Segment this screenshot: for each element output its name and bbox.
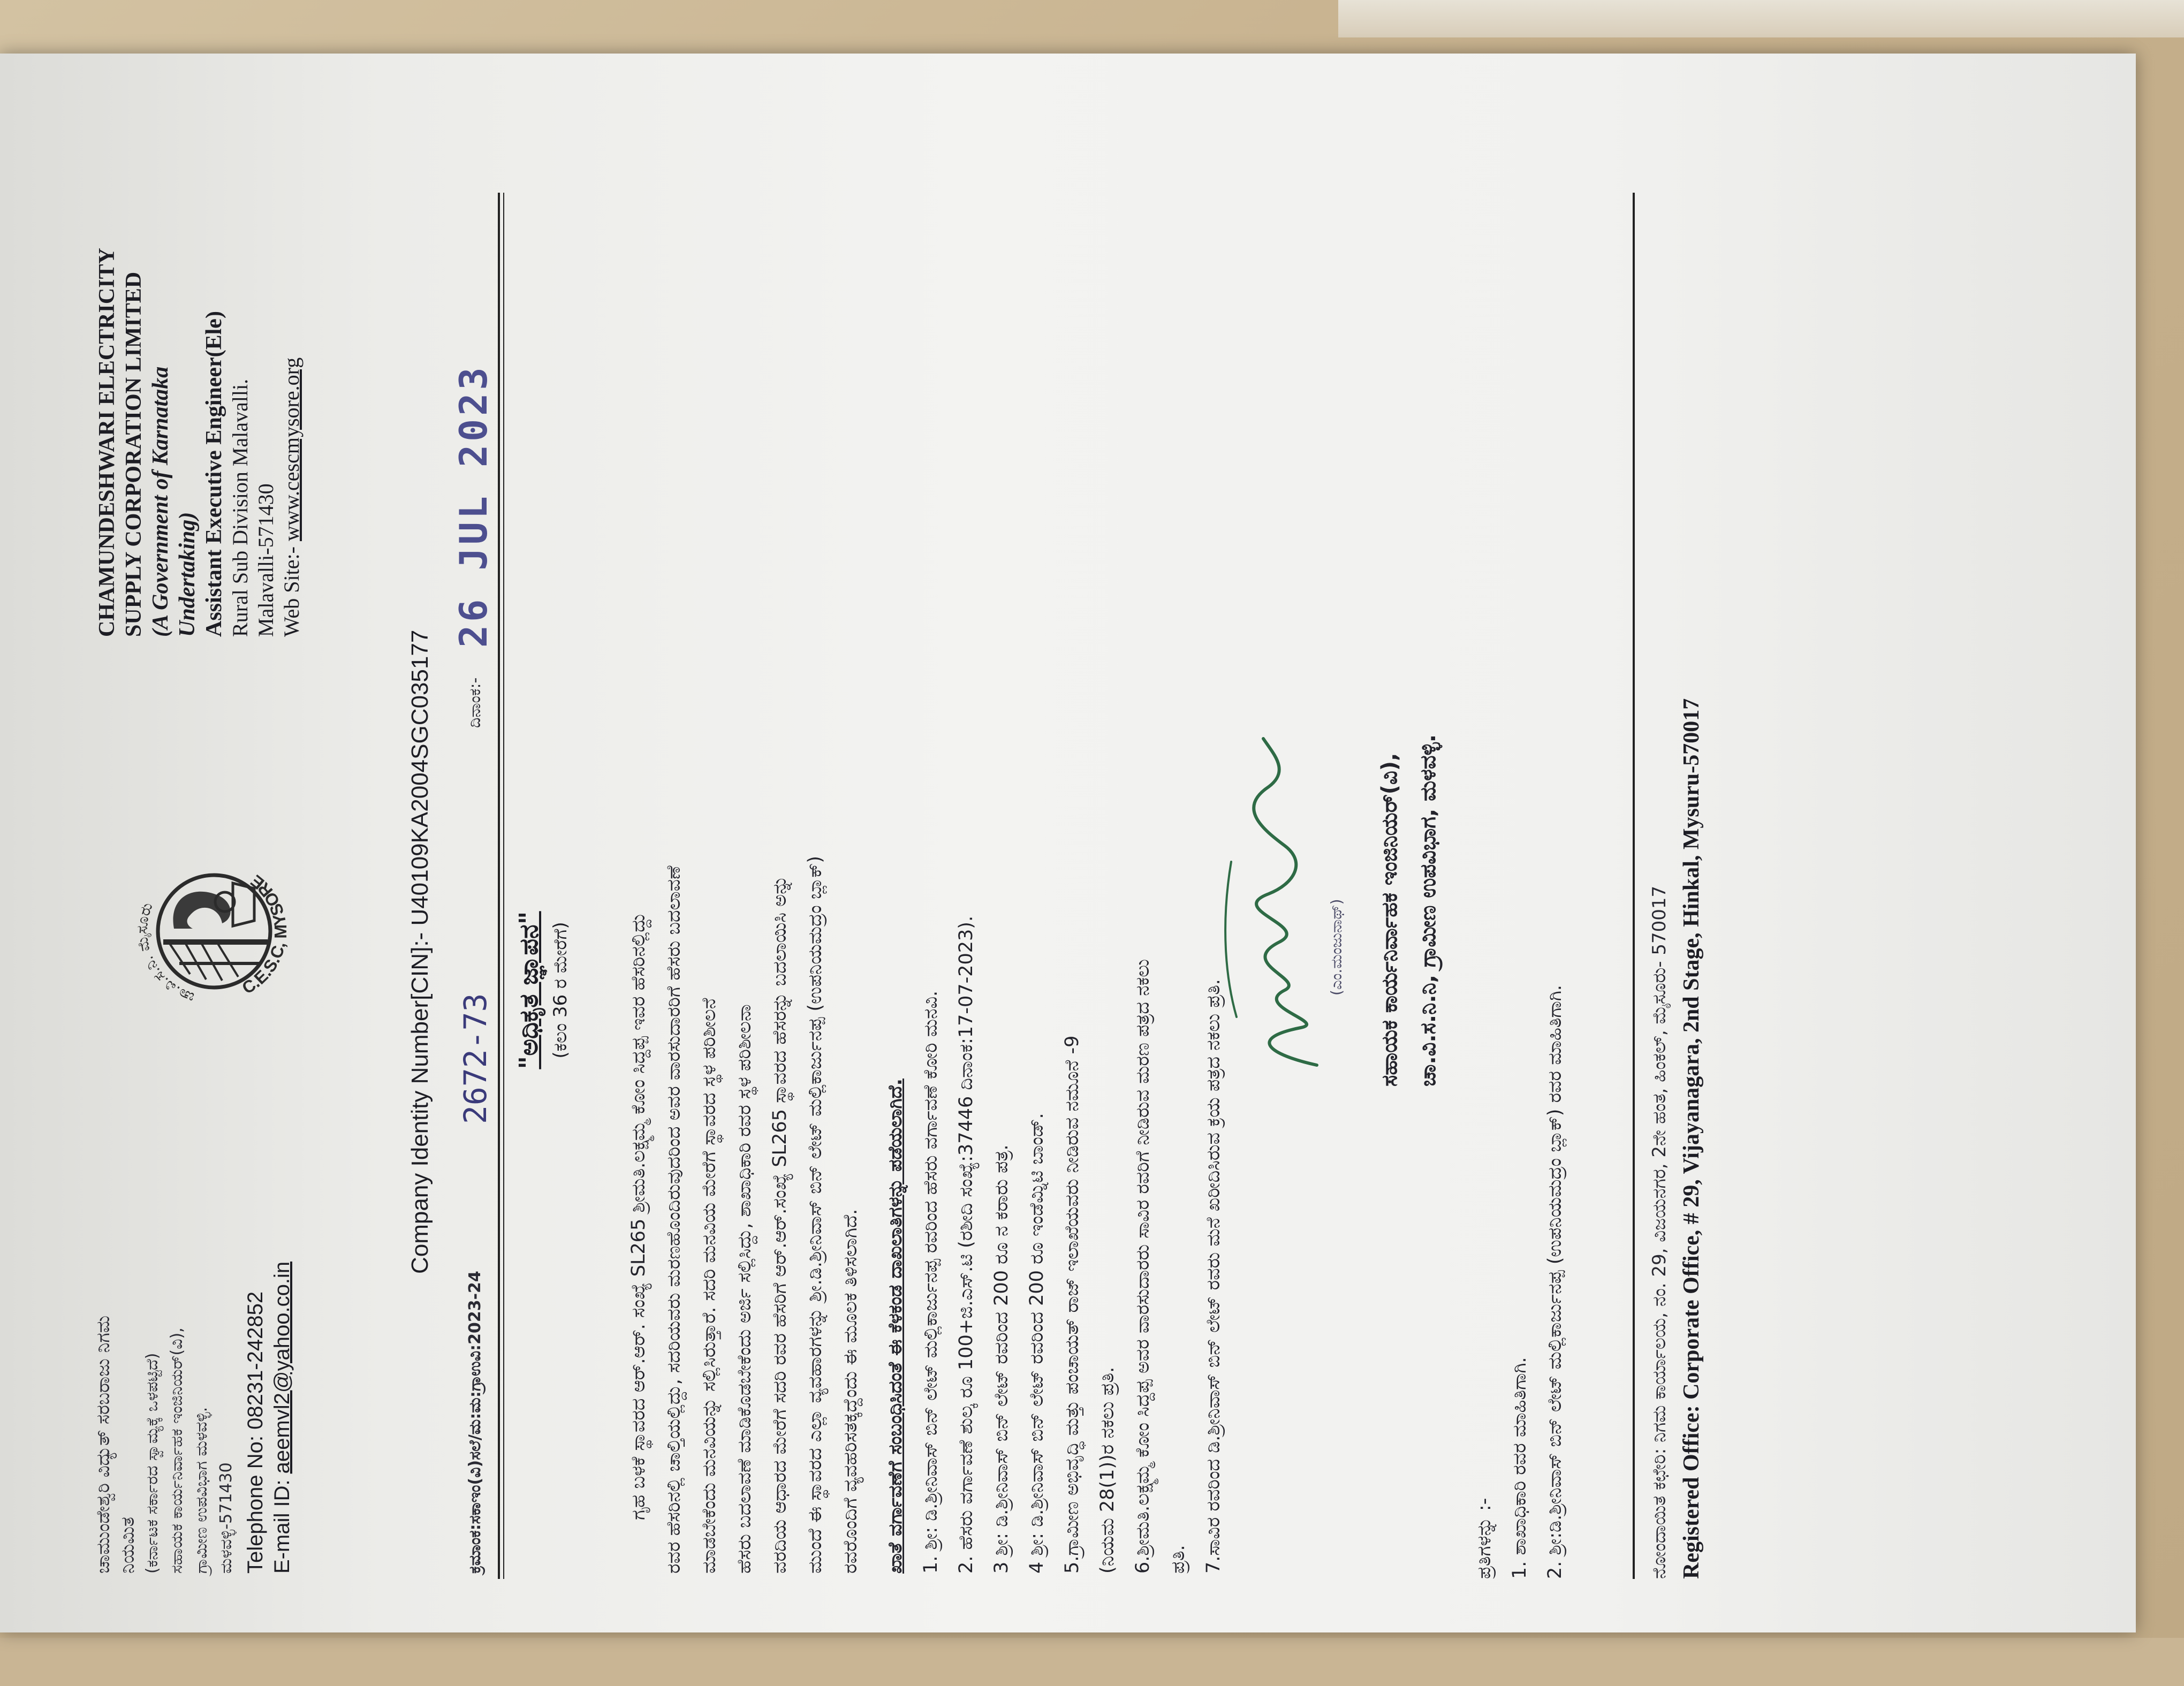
pincode-line: Malavalli-571430 xyxy=(254,483,278,637)
website-url: www.cescmysore.org xyxy=(279,357,304,542)
reference-prefix: ಕ್ರಮಾಂಕ:ಸಕಾಇಂ(ವಿ)ಸಲೆ/ಮ:ಮ:ಗ್ರಾಉವಿ:2023-24 xyxy=(466,1271,484,1574)
company-name-line2: SUPPLY CORPORATION LIMITED xyxy=(122,271,146,637)
signature-block xyxy=(1204,712,1365,1087)
rotated-letter xyxy=(0,107,2136,1686)
list-item: (ನಿಯಮ 28(1))ರ ನಕಲು ಪ್ರತಿ. xyxy=(1097,1366,1118,1574)
handwritten-signature-icon xyxy=(1204,712,1344,1087)
memo-subtitle: (ಕಲಂ 36 ರ ಮೇರೆಗೆ) xyxy=(550,922,571,1059)
logo-emblem-icon xyxy=(99,840,324,1022)
email-line xyxy=(269,1262,295,1574)
list-item: 2. ಹೆಸರು ವರ್ಗಾವಣೆ ಶುಲ್ಕ ರೂ 100+ಜಿ.ಎಸ್.ಟಿ (ರಶೀದಿ ಸಂಖ್ಯೆ:37446 ದಿನಾಂಕ:17-07-2023). xyxy=(956,915,977,1574)
website-prefix: Web Site:- xyxy=(279,541,304,637)
body-line-6: ಮುಂದೆ ಈ ಸ್ಥಾವರದ ಎಲ್ಲಾ ವ್ಯವಹಾರಗಳನ್ನು ಶ್ರೀ.ಡಿ.ಶ್ರೀನಿವಾಸ್ ಬಿನ್ ಲೇಟ್ ಮಲ್ಲಿಕಾರ್ಜುನಪ್ಪ (ಉಪನಿಯಮದ್ರಂ ಬ್ಲಾಕ್) xyxy=(805,855,826,1574)
body-line-2: ರವರ ಹೆಸರಿನಲ್ಲಿ ಚಾಲ್ತಿಯಲ್ಲಿದ್ದು, ಸದರಿಯವರು ಮರಣಹೊಂದಿರುವುದರಿಂದ ಅವರ ವಾರಸುದಾರರಿಗೆ ಹೆಸರು ಬದಲಾವಣೆ xyxy=(663,865,685,1574)
list-item: 3 ಶ್ರೀ: ಡಿ.ಶ್ರೀನಿವಾಸ್ ಬಿನ್ ಲೇಟ್ ರವರಿಂದ 200 ರೂ ನ ಕರಾರು ಪತ್ರ. xyxy=(991,1144,1012,1574)
sub-division: Rural Sub Division Malavalli. xyxy=(228,378,252,637)
footer-en: Registered Office: Corporate Office, # 29, Vijayanagara, 2nd Stage, Hinkal, Mysuru-570017 xyxy=(1679,698,1704,1579)
body-line-4: ಹೆಸರು ಬದಲಾವಣೆ ಮಾಡಿಕೊಡಬೇಕೆಂದು ಅರ್ಜಿ ಸಲ್ಲಿಸಿದ್ದು, ಶಾಖಾಧಿಕಾರಿ ರವರ ಸ್ಥಳ ಪರಿಶೀಲನಾ xyxy=(734,1004,755,1574)
copies-section xyxy=(1467,985,1573,1579)
footer-kn: ನೋಂದಾಯಿತ ಕಛೇರಿ: ನಿಗಮ ಕಾರ್ಯಾಲಯ, ನಂ. 29, ವಿಜಯನಗರ, 2ನೇ ಹಂತ, ಹಿಂಕಲ್, ಮೈಸೂರು- 570017 xyxy=(1649,885,1670,1579)
title-block xyxy=(514,803,571,1178)
reference-number: 2672-73 xyxy=(457,993,494,1124)
documents-section xyxy=(878,916,1231,1574)
org-kn-line2: ನಿಯಮಿತ xyxy=(117,1517,139,1574)
list-item: 5.ಗ್ರಾಮೀಣ ಅಭಿವೃದ್ಧಿ ಮತ್ತು ಪಂಚಾಯತ್ ರಾಜ್ ಇಲಾಖೆಯವರು ನೀಡಿರುವ ನಮೂನೆ -9 xyxy=(1061,1035,1083,1574)
designation-line2: ಚಾ.ವಿ.ಸ.ನಿ.ನಿ, ಗ್ರಾಮೀಣ ಉಪವಿಭಾಗ, ಮಳವಳ್ಳಿ. xyxy=(1416,734,1440,1087)
list-item: 1. ಶ್ರೀ: ಡಿ.ಶ್ರೀನಿವಾಸ್ ಬಿನ್ ಲೇಟ್ ಮಲ್ಲಿಕಾರ್ಜುನಪ್ಪ ರವರಿಂದ ಹೆಸರು ವರ್ಗಾವಣೆ ಕೋರಿ ಮನವಿ. xyxy=(920,990,942,1574)
govt-line1: (A Government of Karnataka xyxy=(148,366,173,637)
copy-item: 1. ಶಾಖಾಧಿಕಾರಿ ರವರ ಮಾಹಿತಿಗಾಗಿ. xyxy=(1509,1357,1530,1579)
list-item: ಪ್ರತಿ. xyxy=(1167,1545,1189,1574)
footer-rule xyxy=(1633,193,1635,1579)
body-line-5: ವರದಿಯ ಆಧಾರದ ಮೇರೆಗೆ ಸದರಿ ರವರ ಹೆಸರಿಗೆ ಆರ್.ಆರ್.ಸಂಖ್ಯೆ SL265 ಸ್ಥಾವರದ ಹೆಸರನ್ನು ಬದಲಾಯಿಸಿ ಅನ್ನು xyxy=(769,875,791,1574)
background-paper-edge xyxy=(1338,0,2184,37)
logo-bottom-text: C.E.S.C, MYSORE xyxy=(238,871,291,998)
copy-item: 2. ಶ್ರೀ:ಡಿ.ಶ್ರೀನಿವಾಸ್ ಬಿನ್ ಲೇಟ್ ಮಲ್ಲಿಕಾರ್ಜುನಪ್ಪ (ಉಪನಿಯಮದ್ರಂ ಬ್ಲಾಕ್) ರವರ ಮಾಹಿತಿಗಾಗಿ. xyxy=(1544,985,1566,1579)
date-label: ದಿನಾಂಕ:- xyxy=(466,677,484,728)
email-prefix: E-mail ID: xyxy=(270,1474,294,1574)
email-address: aeemvl2@yahoo.co.in xyxy=(270,1261,294,1474)
org-kn-line1: ಚಾಮುಂಡೇಶ್ವರಿ ವಿದ್ಯುತ್ ಸರಬರಾಜು ನಿಗಮ xyxy=(93,1315,114,1574)
list-item: 6.ಶ್ರೀಮತಿ.ಲಕ್ಷ್ಮಮ್ಮ ಕೋಂ ಸಿದ್ದಪ್ಪ ಅವರ ವಾರಸುದಾರರು ಸಾವಿರ ರವರಿಗೆ ನೀಡಿರುವ ಮರಣ ಪತ್ರದ ನಕಲು xyxy=(1132,959,1154,1574)
left-header xyxy=(91,1262,295,1574)
designation: Assistant Executive Engineer(Ele) xyxy=(202,311,226,637)
svg-text:C.E.S.C, MYSORE xyxy=(239,871,290,998)
list-item: 4 ಶ್ರೀ: ಡಿ.ಶ್ರೀನಿವಾಸ್ ಬಿನ್ ಲೇಟ್ ರವರಿಂದ 200 ರೂ ಇಂಡೆಮ್ನಿಟಿ ಬಾಂಡ್. xyxy=(1026,1113,1048,1574)
memo-body xyxy=(621,856,868,1574)
section-heading: ಖಾತೆ ವರ್ಗಾವಣೆಗೆ ಸಂಬಂಧಿಸಿದಂತೆ ಈ ಕೆಳಕಂಡ ದಾಖಲಾತಿಗಳನ್ನು ಪಡೆಯಲಾಗಿದೆ. xyxy=(885,1079,906,1574)
org-kn-line5: ಗ್ರಾಮೀಣ ಉಪವಿಭಾಗ ಮಳವಳ್ಳಿ. xyxy=(192,1407,211,1574)
memo-title: "ಅಧಿಕೃತ ಜ್ಞಾಪನ" xyxy=(514,911,544,1069)
footer xyxy=(1643,698,1708,1579)
right-header xyxy=(94,248,305,637)
org-kn-line3: (ಕರ್ನಾಟಕ ಸರ್ಕಾರದ ಸ್ವಾಮ್ಯಕ್ಕೆ ಒಳಪಟ್ಟಿದೆ) xyxy=(143,1353,162,1574)
body-line-7: ರವರೊಂದಿಗೆ ವ್ಯವಹರಿಸತಕ್ಕದ್ದೆಂದು ಈ ಮೂಲಕ ತಿಳಿಸಲಾಗಿದೆ. xyxy=(840,1209,861,1574)
cesc-logo xyxy=(99,840,324,1022)
telephone: Telephone No: 08231-242852 xyxy=(244,1291,267,1574)
company-cin: Company Identity Number[CIN]:- U40109KA2004SGC035177 xyxy=(407,629,433,1274)
company-name-line1: CHAMUNDESHWARI ELECTRICITY xyxy=(95,248,119,637)
website-line xyxy=(279,248,305,637)
header-rule-bottom xyxy=(503,193,504,1579)
body-line-3: ಮಾಡಬೇಕೆಂದು ಮನವಿಯನ್ನು ಸಲ್ಲಿಸಿರುತ್ತಾರೆ. ಸದರಿ ಮನವಿಯ ಮೇರೆಗೆ ಸ್ಥಾವರದ ಸ್ಥಳ ಪರಿಶೀಲನೆ xyxy=(699,998,720,1574)
date-stamp: 26 JUL 2023 xyxy=(452,364,496,648)
logo-top-text: ಚಾ.ವಿ.ಸ.ನಿ. ಮೈಸೂರು xyxy=(133,900,197,1007)
org-kn-line4: ಸಹಾಯಕ ಕಾರ್ಯನಿರ್ವಾಹಕ ಇಂಜಿನಿಯರ್(ವಿ), xyxy=(168,1327,186,1574)
signatory-designation xyxy=(1370,734,1447,1087)
org-kn-line6: ಮಳವಳ್ಳಿ-571430 xyxy=(217,1462,236,1574)
reference-line xyxy=(452,198,498,1574)
govt-line2: Undertaking) xyxy=(175,512,200,637)
designation-line1: ಸಹಾಯಕ ಕಾರ್ಯನಿರ್ವಾಹಕ ಇಂಜಿನಿಯರ್(ವಿ), xyxy=(1377,753,1402,1087)
copies-heading: ಪ್ರತಿಗಳನ್ನು :- xyxy=(1474,1498,1495,1579)
body-line-1: ಗೃಹ ಬಳಕೆ ಸ್ಥಾವರದ ಆರ್.ಆರ್. ಸಂಖ್ಯೆ SL265 ಶ್ರೀಮತಿ.ಲಕ್ಷ್ಮಮ್ಮ ಕೋಂ ಸಿದ್ದಪ್ಪ ಇವರ ಹೆಸರಿನಲ್ಲಿದ್ದು xyxy=(628,912,649,1520)
document-sheet xyxy=(0,54,2136,1632)
list-item: 7.ಸಾವಿರ ರವರಿಂದ ಡಿ.ಶ್ರೀನಿವಾಸ್ ಬಿನ್ ಲೇಟ್ ರವರು ಮನೆ ಖರೀದಿಸಿರುವ ಕ್ರಯ ಪತ್ರದ ನಕಲು ಪ್ರತಿ. xyxy=(1203,979,1224,1574)
signature-name-stamp: (ಎಂ.ಮಂಜುನಾಥ್) xyxy=(1328,899,1345,996)
header-rule-top xyxy=(498,193,500,1579)
